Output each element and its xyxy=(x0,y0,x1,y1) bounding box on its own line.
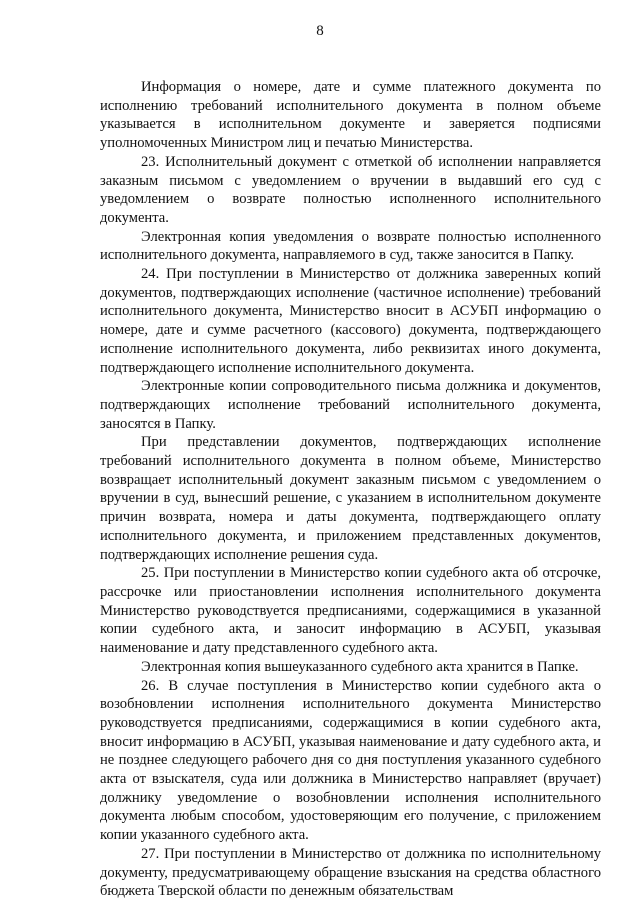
paragraph-payment-info: Информация о номере, дате и сумме платежного документа по исполнению требований исполнительного документа в полном объеме указывается в исполнительном документе и заверяется подписями уполномоченных Министром лиц и печатью Министерства. xyxy=(100,79,601,152)
paragraph-electronic-copies-letter: Электронные копии сопроводительного письма должника и документов, подтверждающих исполнение требований исполнительного документа, заносятся в Папку. xyxy=(100,378,601,432)
page-number: 8 xyxy=(316,23,324,39)
paragraph-item-25: 25. При поступлении в Министерство копии судебного акта об отсрочке, рассрочке или приостановлении исполнения исполнительного документа Министерство руководствуется предписаниями, содержащимися в указанной копии судебного акта, и заносит информацию в АСУБП, указывая наименование и дату представленного судебного акта. xyxy=(100,565,601,657)
paragraph-item-23: 23. Исполнительный документ с отметкой об исполнении направляется заказным письмом с уведомлением о вручении в выдавший его суд с уведомлением о возврате полностью исполненного исполнительного документа. xyxy=(100,153,601,226)
paragraph-item-26: 26. В случае поступления в Министерство копии судебного акта о возобновлении исполнения исполнительного документа Министерство руководствуется предписаниями, содержащимися в копии судебного акта, вносит информацию в АСУБП, указывая наименование и дату судебного акта, и не позднее следующего рабочего дня со дня поступления указанного судебного акта от взыскателя, суда или должника в Министерство направляет (вручает) должнику уведомление о возобновлении исполнения исполнительного документа любым способом, удостоверяющим его получение, с приложением копии указанного судебного акта. xyxy=(100,677,601,844)
paragraph-item-27: 27. При поступлении в Министерство от должника по исполнительному документу, предусматривающему обращение взыскания на средства областного бюджета Тверской области по денежным обязательствам xyxy=(100,845,601,900)
paragraph-full-execution-return: При представлении документов, подтверждающих исполнение требований исполнительного документа в полном объеме, Министерство возвращает исполнительный документ заказным письмом с уведомлением о вручении в суд, вынесший решение, с указанием в исполнительном документе причин возврата, номера и даты документа, подтверждающего оплату исполнительного документа, и приложением представленных документов, подтверждающих исполнение решения суда. xyxy=(100,434,601,563)
paragraph-electronic-copy-notice: Электронная копия уведомления о возврате полностью исполненного исполнительного документа, направляемого в суд, также заносится в Папку. xyxy=(100,228,601,264)
paragraph-court-act-copy-stored: Электронная копия вышеуказанного судебного акта хранится в Папке. xyxy=(141,658,579,675)
document-body xyxy=(100,78,601,901)
paragraph-item-24: 24. При поступлении в Министерство от должника заверенных копий документов, подтверждающих исполнение (частичное исполнение) требований исполнительного документа, Министерство вносит в АСУБП информацию о номере, дате и сумме расчетного (кассового) документа, подтверждающего исполнение исполнительного документа, либо реквизитах иного документа, подтверждающего исполнение исполнительного документа. xyxy=(100,266,601,376)
